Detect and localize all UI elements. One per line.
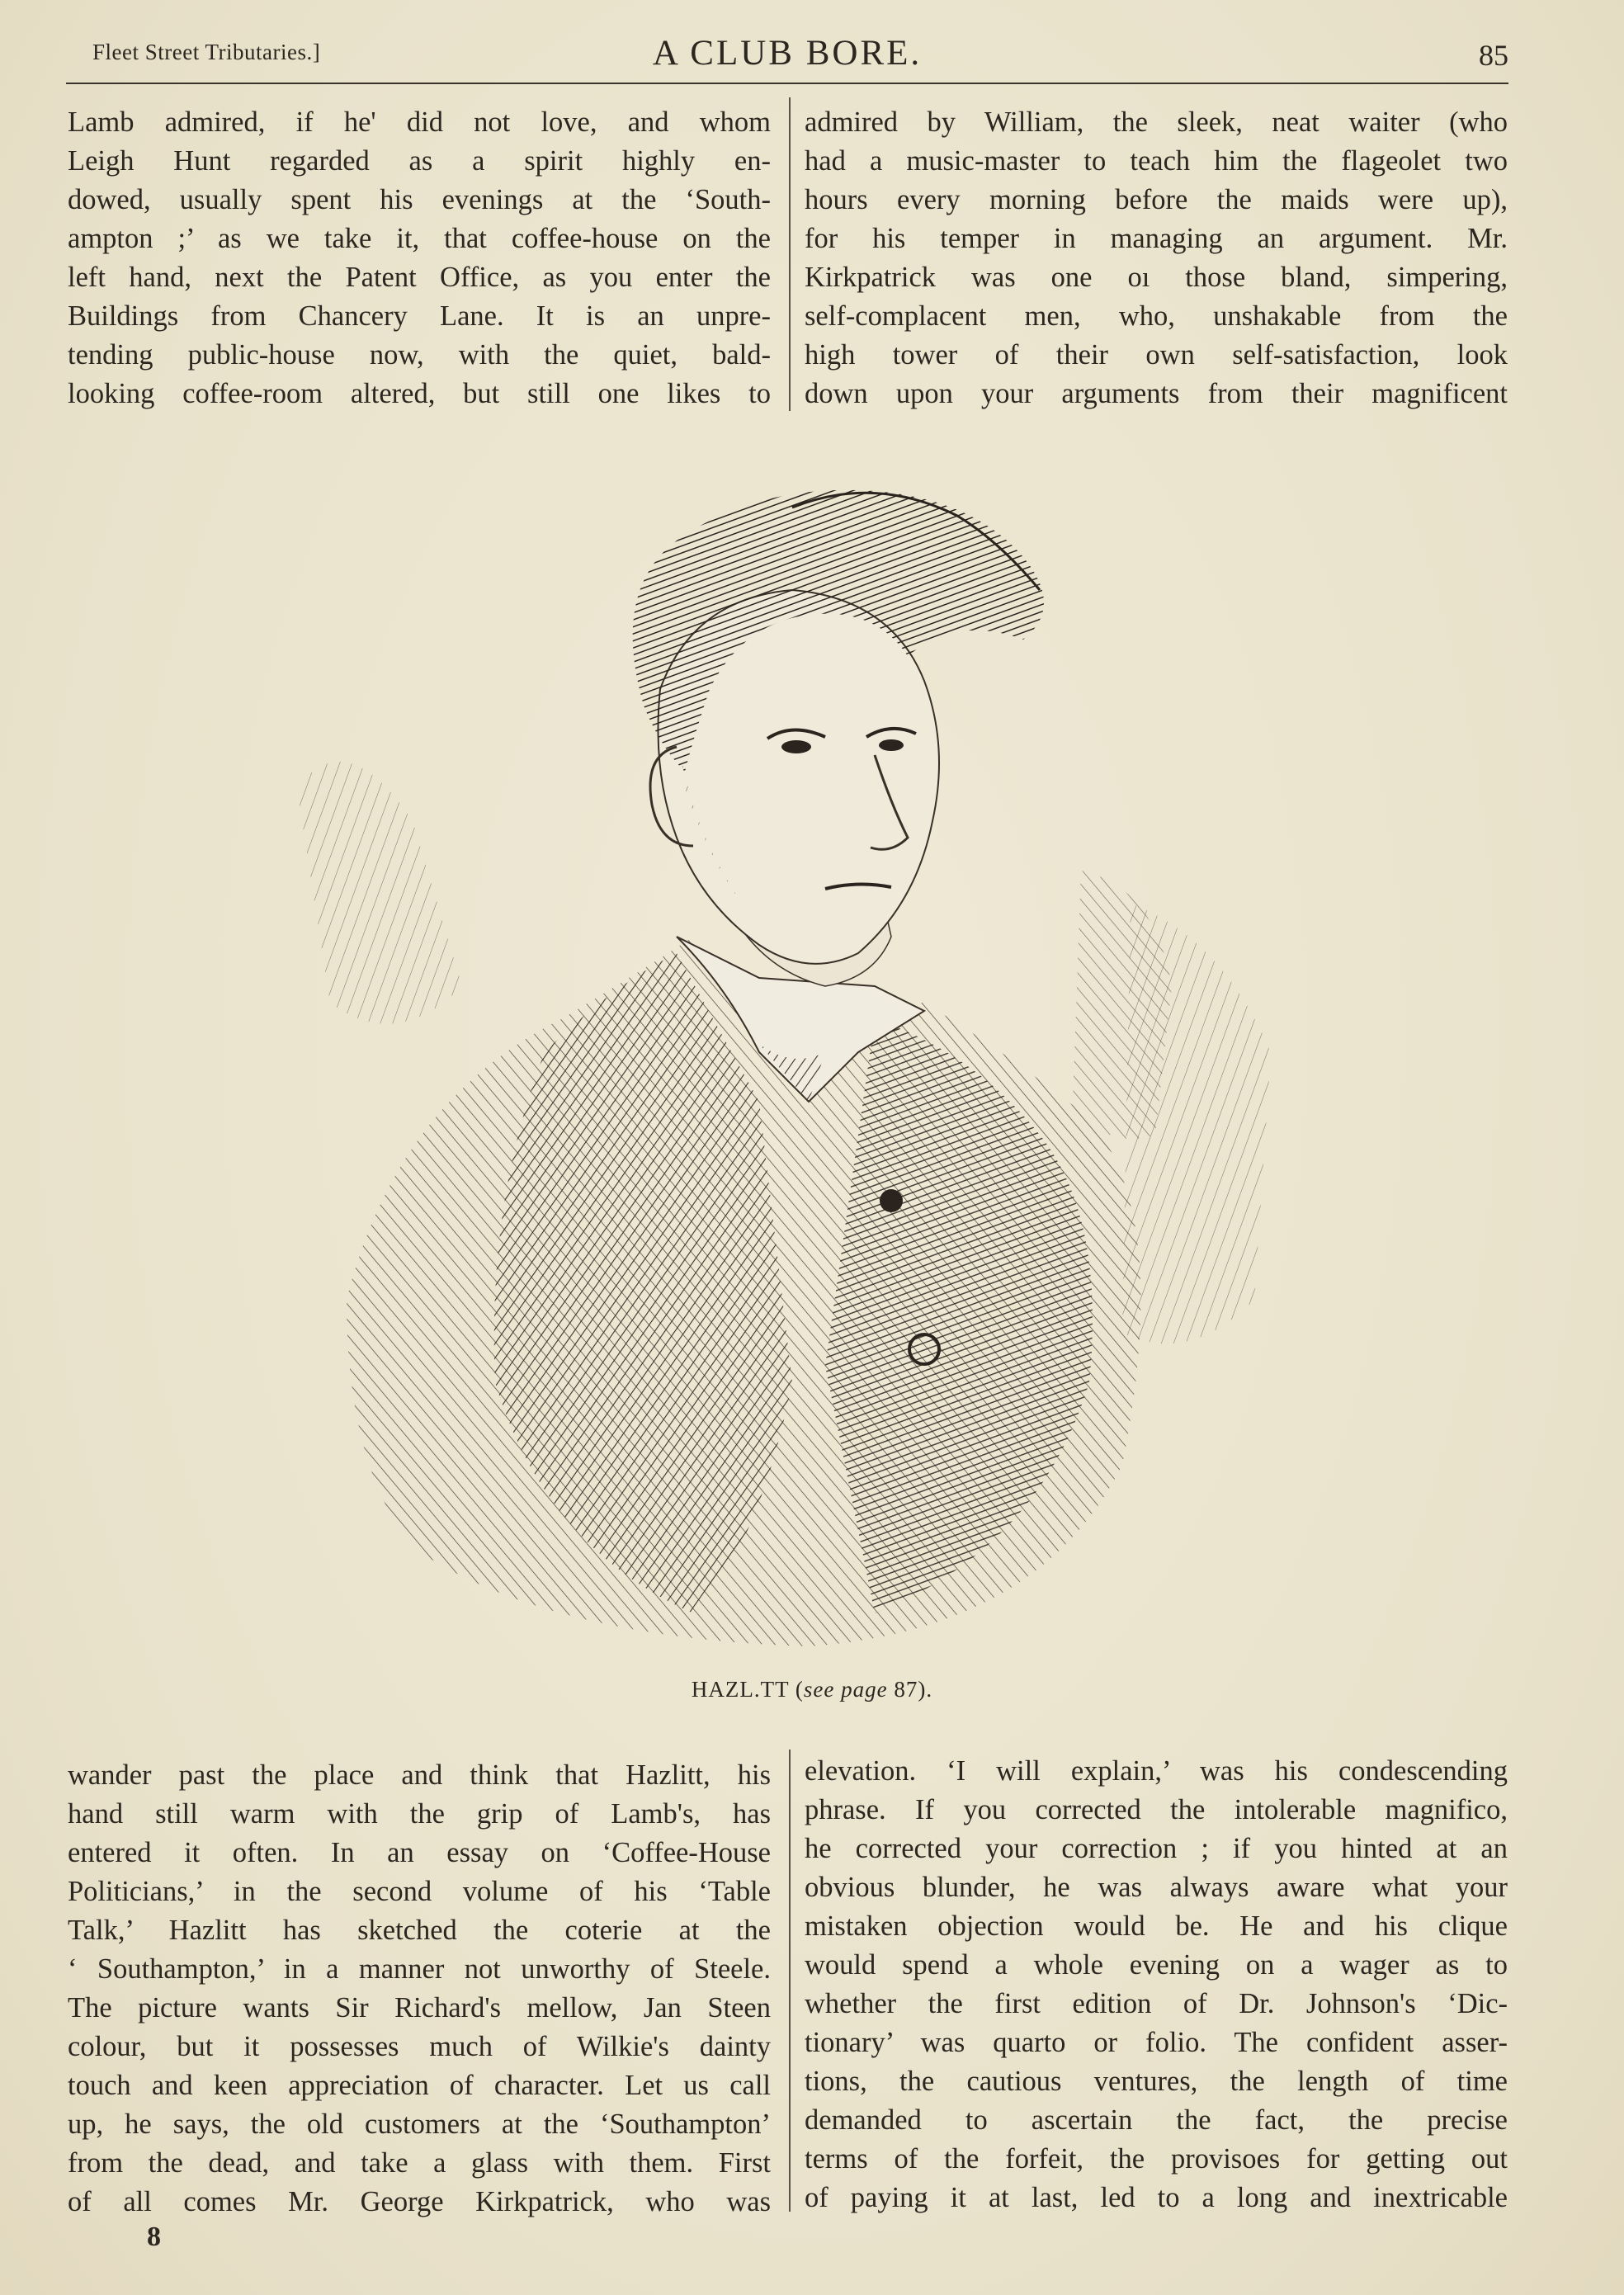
page-number: 85 (1479, 39, 1508, 72)
running-head-title: A CLUB BORE. (652, 34, 923, 73)
column-lower-left (68, 1756, 771, 2222)
column-upper-right (805, 103, 1508, 413)
text-line: self-complacent men, who, unshakable from the (805, 300, 1508, 332)
text-line: hours every morning before the maids were up), (805, 184, 1508, 215)
text-line: admired by William, the sleek, neat waiter (who (805, 106, 1508, 138)
signature-mark: 8 (147, 2222, 161, 2252)
running-head-section: Fleet Street Tributaries.] (92, 40, 321, 64)
text-line: demanded to ascertain the fact, the precise (805, 2104, 1508, 2136)
text-line: phrase. If you corrected the intolerable magnifico, (805, 1794, 1508, 1825)
text-line: up, he says, the old customers at the ‘Southampton’ (68, 2108, 771, 2140)
text-line: tions, the cautious ventures, the length of time (805, 2066, 1508, 2097)
text-line: entered it often. In an essay on ‘Coffee-House (68, 1837, 771, 1868)
text-line: for his temper in managing an argument. Mr. (805, 223, 1508, 254)
text-line: hand still warm with the grip of Lamb's, has (68, 1798, 771, 1830)
text-line: touch and keen appreciation of character. Let us call (68, 2070, 771, 2101)
text-line: would spend a whole evening on a wager as to (805, 1949, 1508, 1981)
column-divider (789, 1750, 791, 2212)
text-line: mistaken objection would be. He and his clique (805, 1910, 1508, 1942)
text-line: from the dead, and take a glass with them. First (68, 2147, 771, 2179)
caption-see-page: see page (803, 1677, 888, 1702)
column-upper-left (68, 103, 771, 413)
text-line: of paying it at last, led to a long and inextricable (805, 2182, 1508, 2213)
text-line: ampton ;’ as we take it, that coffee-house on the (68, 223, 771, 254)
column-lower-right (805, 1752, 1508, 2217)
text-line: elevation. ‘I will explain,’ was his condescending (805, 1755, 1508, 1787)
text-line: he corrected your correction ; if you hinted at an (805, 1833, 1508, 1864)
text-line: down upon your arguments from their magnificent (805, 378, 1508, 409)
text-line: Politicians,’ in the second volume of his ‘Table (68, 1876, 771, 1907)
text-line: Kirkpatrick was one oı those bland, simpering, (805, 262, 1508, 293)
text-line: had a music-master to teach him the flageolet two (805, 145, 1508, 177)
figure-caption (0, 1677, 1624, 1702)
text-line: tending public-house now, with the quiet, bald- (68, 339, 771, 371)
text-line: dowed, usually spent his evenings at the ‘South- (68, 184, 771, 215)
text-line: colour, but it possesses much of Wilkie's dainty (68, 2031, 771, 2062)
caption-page-ref: 87). (887, 1677, 933, 1702)
text-line: terms of the forfeit, the provisoes for getting out (805, 2143, 1508, 2175)
text-line: tionary’ was quarto or folio. The confident asser- (805, 2027, 1508, 2058)
text-line: left hand, next the Patent Office, as you enter the (68, 262, 771, 293)
text-line: The picture wants Sir Richard's mellow, Jan Steen (68, 1992, 771, 2023)
column-divider (789, 97, 791, 411)
caption-name: HAZL.TT (691, 1677, 790, 1702)
text-line: whether the first edition of Dr. Johnson's ‘Dic- (805, 1988, 1508, 2019)
text-line: Talk,’ Hazlitt has sketched the coterie at the (68, 1915, 771, 1946)
running-head (66, 33, 1508, 81)
text-line: of all comes Mr. George Kirkpatrick, who was (68, 2186, 771, 2217)
text-line: ‘ Southampton,’ in a manner not unworthy of Steele. (68, 1953, 771, 1985)
caption-ref-open: ( (795, 1677, 804, 1702)
text-line: wander past the place and think that Hazlitt, his (68, 1759, 771, 1791)
portrait-illustration (297, 475, 1329, 1655)
header-rule (66, 83, 1508, 84)
text-line: Lamb admired, if he' did not love, and whom (68, 106, 771, 138)
text-line: high tower of their own self-satisfaction, look (805, 339, 1508, 371)
text-line: Leigh Hunt regarded as a spirit highly en- (68, 145, 771, 177)
text-line: Buildings from Chancery Lane. It is an unpre- (68, 300, 771, 332)
text-line: obvious blunder, he was always aware what your (805, 1872, 1508, 1903)
text-line: looking coffee-room altered, but still one likes to (68, 378, 771, 409)
